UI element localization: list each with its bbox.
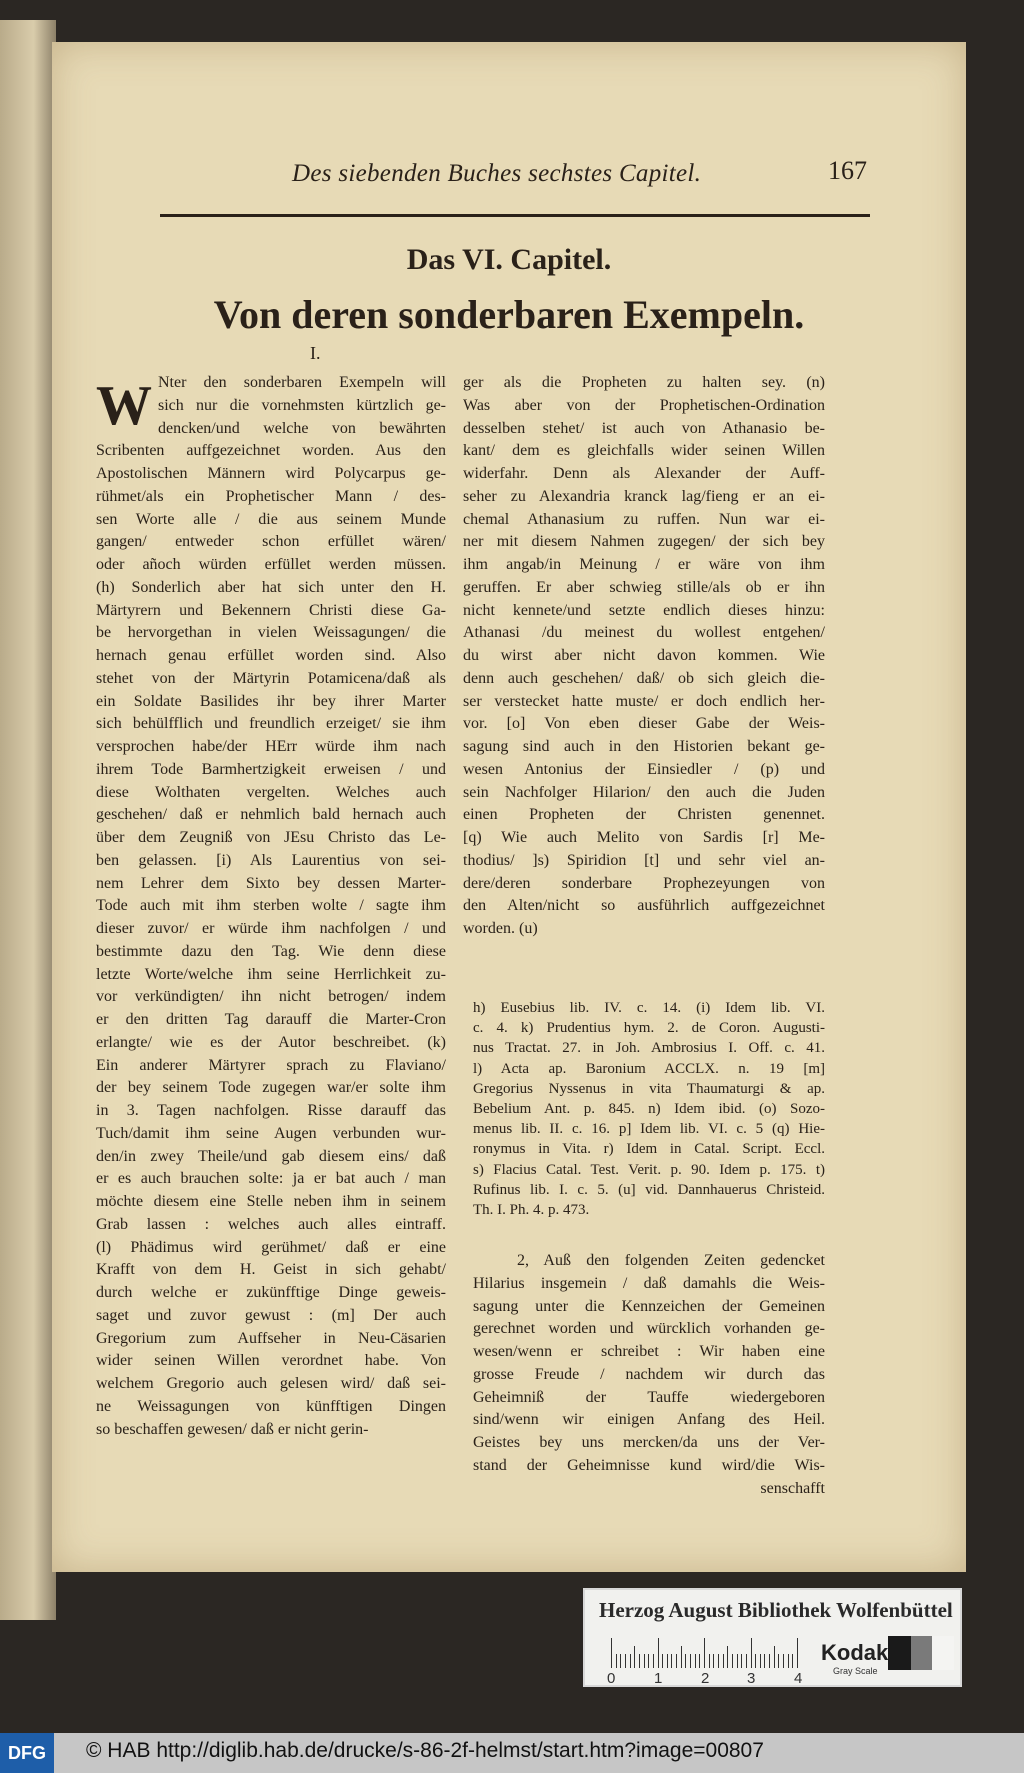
text-line: grosse Freude / nachdem wir durch das [473,1365,825,1383]
viewer-footer [0,1733,1024,1773]
chapter-title: Von deren sonderbaren Exempeln. [213,292,805,337]
text-line: nem Lehrer dem Sixto bey dessen Marter- [96,874,446,892]
text-line: desselben stehet/ ist auch von Athanasio be- [463,419,825,437]
text-line: wider seinen Willen verordnet habe. Von [96,1352,446,1370]
text-line: den Alten/nicht so ausführlich auffgezeichnet [463,897,825,915]
text-line: vor verkündigten/ ihn nicht betrogen/ indem [96,988,446,1006]
ruler-tick [676,1654,677,1668]
dfg-logo: DFG [0,1733,54,1773]
text-line: sich nur die vornehmsten kürtzlich ge- [158,396,446,414]
text-line: erlangte/ wie es der Autor beschreibet. (k) [96,1033,446,1051]
text-line: vor. [o] Von eben dieser Gabe der Weis- [463,715,825,733]
ruler-tick [658,1638,659,1668]
gray-swatch-white [932,1636,954,1670]
text-line: widerfahr. Denn als Alexander der Auff- [463,465,825,482]
text-line: Athanasi /du meinest du wollest entgehen/ [463,624,825,642]
text-line: geruffen. Er aber schwieg stille/als ob er ihn [463,578,825,596]
text-line: c. 4. k) Prudentius hym. 2. de Coron. Augusti- [473,1020,825,1037]
ruler-tick [709,1654,710,1668]
ruler-tick [639,1654,640,1668]
text-line: (h) Sonderlich aber hat sich unter den H. [96,578,446,596]
chapter-heading: Das VI. Capitel. [406,243,612,276]
text-line: senschafft [760,1479,825,1497]
color-calibration-card [583,1588,962,1687]
text-line: ronymus in Vita. r) Idem in Catal. Script. Eccl. [473,1141,825,1158]
ruler-tick [718,1654,719,1668]
text-line: über dem Zeugniß von JEsu Christo das Le- [96,829,446,846]
text-line: Gregorium zum Auffseher in Neu-Cäsarien [96,1329,446,1347]
text-line: s) Flacius Catal. Test. Verit. p. 90. Idem p. 175. t) [473,1161,825,1178]
text-line: Geheimniß der Tauffe wiedergeboren [473,1388,825,1406]
scale-number: 2 [701,1670,710,1687]
copyright-url[interactable]: © HAB http://diglib.hab.de/drucke/s-86-2f-helmst/start.htm?image=00807 [86,1739,764,1762]
text-line: versprochen habe/der HErr würde ihm nach [96,738,446,755]
text-line: wesen Antonius der Einsiedler / (p) und [463,760,825,778]
text-line: der bey seinem Tode zugegen war/er solte ihm [96,1079,446,1097]
ruler-tick [778,1654,779,1668]
ruler-tick [699,1654,700,1668]
ruler-tick [751,1638,752,1668]
right-column [463,372,825,941]
ruler-scale [611,1638,801,1668]
scale-number: 3 [747,1670,756,1687]
text-line: bestimmte dazu den Tag. Wie denn diese [96,942,446,960]
text-line: möchte diesem eine Stelle neben ihm in seinem [96,1193,446,1210]
text-line: [q) Wie auch Melito von Sardis [r] Me- [463,829,825,846]
gray-swatch-mid [911,1636,932,1670]
ruler-tick [625,1654,626,1668]
text-line: kant/ dem es gleichfalls wider seinen Willen [463,442,825,460]
ruler-tick [671,1654,672,1668]
ruler-tick [690,1654,691,1668]
text-line: ein Soldate Basilides ihr bey ihrer Marter [96,692,446,710]
text-line: nus Tractat. 27. in Joh. Ambrosius I. Off. c. 41. [473,1040,825,1057]
text-line: einen Propheten der Christen genennet. [463,806,825,824]
text-line: oder añoch würden erfüllet werden müssen. [96,556,446,573]
text-line: gerechnet worden und würcklich vorhanden ge- [473,1320,825,1338]
text-line: stehet von der Märtyrin Potamicena/daß als [96,669,446,687]
ruler-tick [797,1638,798,1668]
text-line: letzte Worte/welche ihm seine Herrlichkeit zu- [96,965,446,983]
text-line: in 3. Tagen nachfolgen. Risse darauff das [96,1102,446,1119]
text-line: Nter den sonderbaren Exempeln will [158,374,446,391]
ruler-tick [653,1654,654,1668]
text-line: dencken/und welche von bewährten [158,419,446,437]
text-line: Märtyrern und Bekennern Christi diese Ga- [96,601,446,619]
ruler-tick [685,1654,686,1668]
running-head: Des siebenden Buches sechstes Capitel. [292,160,702,187]
text-line: be hervorgethan in vielen Weissagungen/ die [96,624,446,642]
text-line: er es auch brauchen solte: ja er bat auch / man [96,1170,446,1188]
text-line: menus lib. II. c. 16. p] Idem lib. VI. c. 5 (q) Hie- [473,1121,825,1138]
text-line: Geistes bey uns mercken/da uns der Ver- [473,1434,825,1451]
ruler-tick [723,1654,724,1668]
drop-cap: W [96,375,152,437]
text-line: ser verstecket hatte muste/ er doch endlich her- [463,692,825,710]
ruler-tick [713,1654,714,1668]
text-line: Tode auch mit ihm sterben wolte / sagte ihm [96,897,446,915]
ruler-tick [783,1654,784,1668]
text-line: Th. I. Ph. 4. p. 473. [473,1201,590,1218]
text-line: gangen/ entweder schon erfüllet wären/ [96,533,446,551]
text-line: Tuch/damit ihm seine Augen verbunden wur- [96,1124,446,1142]
text-line: Was aber von der Prophetischen-Ordination [463,396,825,414]
scale-number: 4 [794,1670,803,1687]
text-line: (l) Phädimus wird gerühmet/ daß er eine [96,1238,446,1256]
ruler-tick [732,1654,733,1668]
adjacent-page-edge [0,20,56,1620]
text-line: stand der Geheimnisse kund wird/die Wis- [473,1456,825,1474]
text-line: saget und zuvor gewust : (m] Der auch [96,1306,446,1324]
ruler-tick [667,1654,668,1668]
text-line: sen Worte alle / die aus seinem Munde [96,510,446,528]
ruler-tick [662,1654,663,1668]
ruler-tick [644,1654,645,1668]
book-page [52,42,966,1572]
ruler-tick [746,1654,747,1668]
text-line: durch welche er zukünfftige Dinge geweis- [96,1284,446,1301]
text-line: nicht kennete/und setzte endlich dieses hinzu: [463,601,825,619]
text-line: Bebelium Ant. p. 845. n) Idem ibid. (o) Sozo- [473,1100,825,1117]
text-line: Hilarius insgemein / daß damahls die Weis- [473,1274,825,1292]
left-column [96,372,446,1441]
ruler-tick [611,1638,612,1668]
text-line: denn auch geschehen/ daß/ ob sich gleich die- [463,669,825,687]
ruler-tick [620,1654,621,1668]
text-line: 2, Auß den folgenden Zeiten gedencket [517,1252,825,1269]
text-line: chemal Athanasium zu ruffen. Nun war ei- [463,510,825,528]
text-line: Apostolischen Männern wird Polycarpus ge- [96,465,446,482]
text-line: du wirst aber nicht davon kommen. Wie [463,647,825,664]
section-number: I. [310,343,321,363]
text-line: sein Nachfolger Hilarion/ den auch die Juden [463,783,825,801]
text-line: geschehen/ daß er nehmlich bald hernach auch [96,806,446,824]
text-line: ihrem Tode Barmhertzigkeit erweisen / und [96,760,446,778]
ruler-tick [695,1654,696,1668]
text-line: dieser zuvor/ er würde ihm nachfolgen / und [96,920,446,937]
text-line: sagung sind auch in den Historien bekant ge- [463,738,825,755]
text-line: ger als die Propheten zu halten sey. (n) [463,374,825,391]
ruler-tick [630,1654,631,1668]
text-line: sind/wenn wir einigen Anfang des Heil. [473,1411,825,1429]
ruler-tick [755,1654,756,1668]
text-line: er den dritten Tag darauff die Marter-Cron [96,1011,446,1028]
page-number: 167 [828,156,867,185]
text-line: Scribenten auffgezeichnet worden. Aus den [96,442,446,460]
ruler-tick [760,1654,761,1668]
scale-number: 0 [607,1670,616,1687]
ruler-tick [741,1654,742,1668]
gray-swatch-black [888,1636,911,1670]
ruler-tick [681,1646,682,1668]
text-line: ben gelassen. [i) Als Laurentius von sei- [96,851,446,869]
text-line: ne Weissagungen von künfftigen Dingen [96,1397,446,1415]
text-line: wesen/wenn er schreibet : Wir haben eine [473,1343,825,1360]
text-line: hernach genau erfüllet worden sind. Also [96,647,446,664]
header-rule [160,214,870,217]
text-line: welchem Gregorio auch gelesen wird/ daß sei- [96,1375,446,1392]
text-line: sich behülfflich und freundlich erzeiget/ sie ihm [96,715,446,733]
section-2 [473,1250,825,1500]
text-line: so beschaffen gewesen/ daß er nicht gerin- [96,1420,369,1438]
text-line: thodius/ ]s) Spiridion [t] und sehr viel an- [463,851,825,869]
text-line: Ein anderer Märtyrer sprach zu Flaviano/ [96,1056,446,1074]
ruler-tick [764,1654,765,1668]
text-line: Rufinus lib. I. c. 5. (u] vid. Dannhauerus Christeid. [473,1181,825,1198]
text-line: Krafft von dem H. Geist in sich gehabt/ [96,1261,446,1279]
ruler-tick [769,1654,770,1668]
ruler-tick [792,1654,793,1668]
text-line: Gregorius Nyssenus in vita Thaumaturgi & ap. [473,1080,825,1097]
ruler-tick [737,1654,738,1668]
text-line: dere/deren sonderbare Prophezeyungen von [463,874,825,892]
kodak-logo: Kodak [821,1640,889,1665]
ruler-tick [704,1638,705,1668]
text-line: Grab lassen : welches auch alles eintraff. [96,1215,446,1233]
ruler-tick [648,1654,649,1668]
gray-scale-label: Gray Scale [833,1666,878,1676]
ruler-tick [616,1654,617,1668]
text-line: sagung unter die Kennzeichen der Gemeinen [473,1297,825,1315]
text-line: den/in zwey Theile/und gab diesem eins/ daß [96,1147,446,1165]
scale-number: 1 [654,1670,663,1687]
footnotes [473,998,825,1220]
text-line: worden. (u) [463,920,538,937]
text-line: h) Eusebius lib. IV. c. 14. (i) Idem lib. VI. [473,1000,825,1016]
ruler-tick [788,1654,789,1668]
ruler-tick [774,1646,775,1668]
institution-name: Herzog August Bibliothek Wolfenbüttel [599,1598,953,1622]
text-line: ner mit diesem Nahmen zugegen/ der sich bey [463,533,825,551]
text-line: l) Acta ap. Baronium ACCLX. n. 19 [m] [473,1060,825,1077]
text-line: seher zu Alexandria kranck lag/fieng er an ei- [463,487,825,505]
ruler-tick [727,1646,728,1668]
text-line: ihm angab/in Meinung / er wäre von ihm [463,556,825,573]
text-line: diese Wolthaten vergelten. Welches auch [96,783,446,801]
ruler-tick [634,1646,635,1668]
text-line: rühmet/als ein Prophetischer Mann / des- [96,487,446,505]
